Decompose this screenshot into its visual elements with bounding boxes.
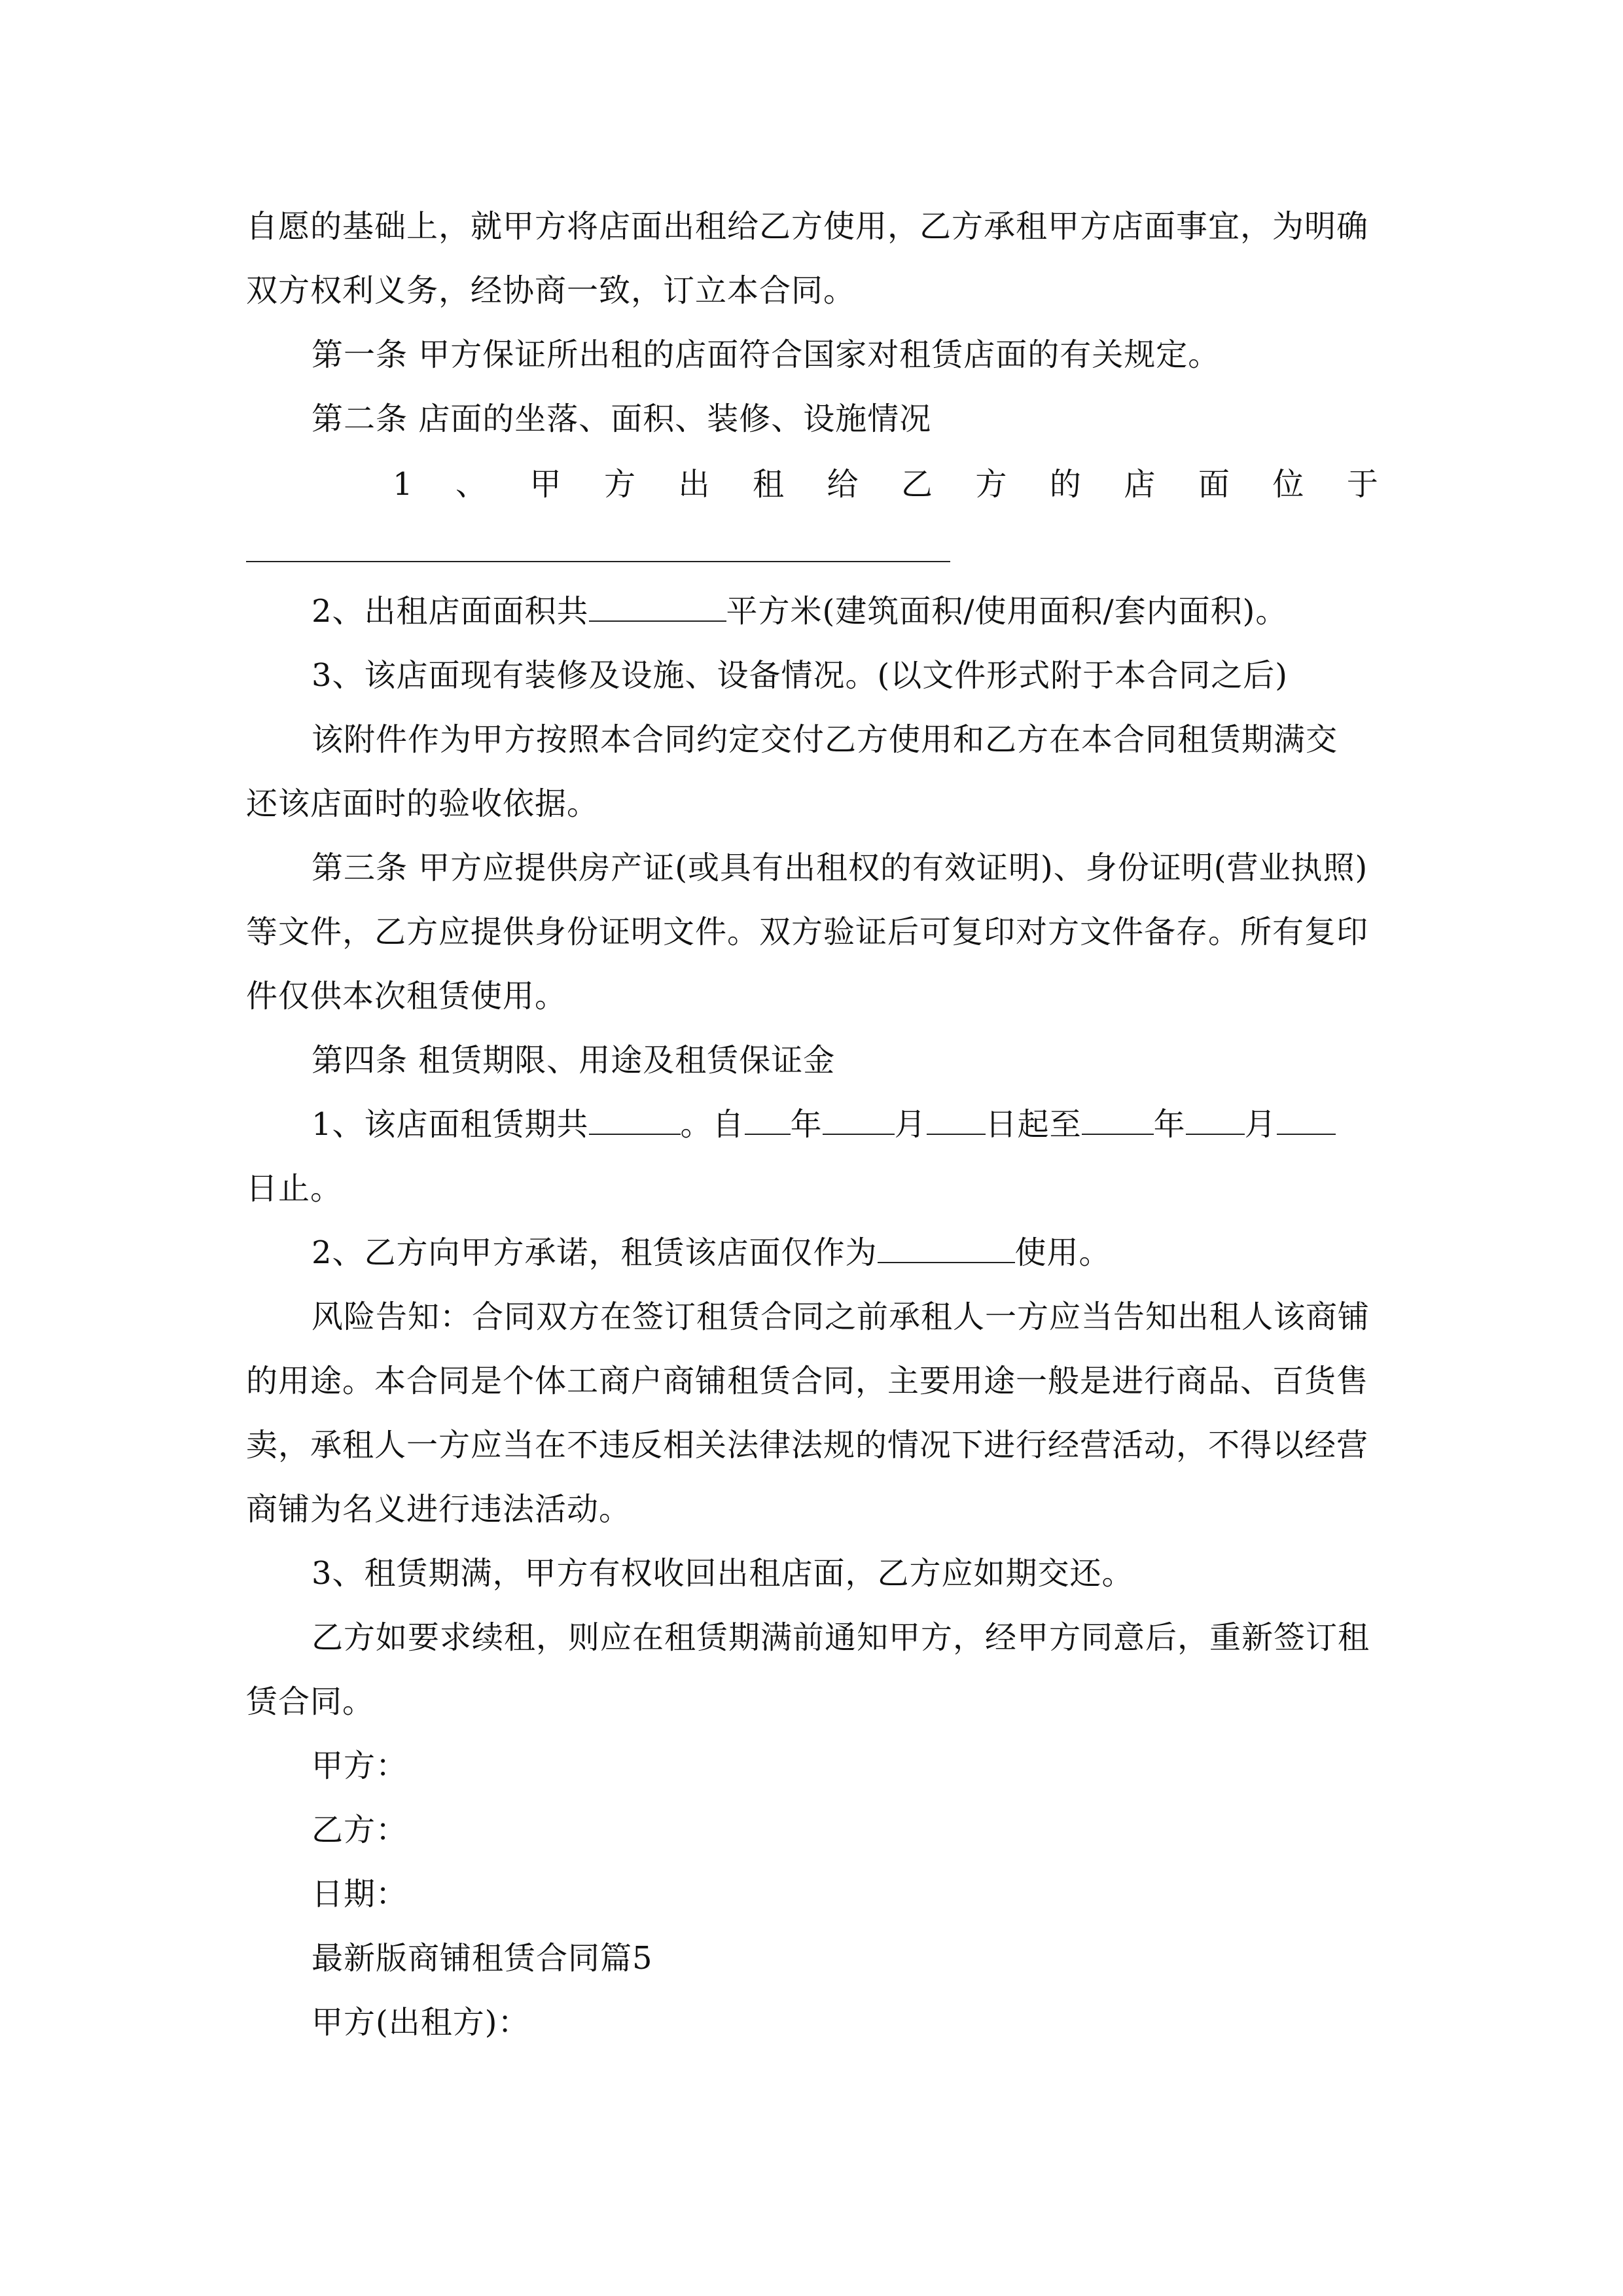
month-label: 月 — [1244, 1106, 1277, 1143]
article-4-item-1 — [312, 1105, 1378, 1144]
spread-char: 租 — [752, 466, 784, 503]
renewal-line-1: 乙方如要求续租，则应在租赁期满前通知甲方，经甲方同意后，重新签订租 — [312, 1619, 1370, 1656]
term-label: 1、该店面租赁期共 — [312, 1106, 589, 1143]
usage-blank — [878, 1236, 1015, 1263]
end-day-blank — [1277, 1107, 1336, 1135]
spread-char: 位 — [1272, 466, 1304, 503]
year-label: 年 — [790, 1106, 823, 1143]
intro-line-1: 自愿的基础上，就甲方将店面出租给乙方使用，乙方承租甲方店面事宜，为明确 — [246, 208, 1369, 245]
article-4-heading: 第四条 租赁期限、用途及租赁保证金 — [312, 1042, 836, 1079]
renewal-line-2: 赁合同。 — [246, 1683, 375, 1720]
end-year-blank — [1082, 1107, 1154, 1135]
area-unit: 平方米(建筑面积/使用面积/套内面积)。 — [726, 593, 1288, 630]
signature-date: 日期： — [312, 1876, 408, 1912]
spread-char: 乙 — [901, 466, 933, 503]
risk-notice-line-1: 风险告知：合同双方在签订租赁合同之前承租人一方应当告知出租人该商铺 — [312, 1299, 1370, 1335]
attachment-note-line-2: 还该店面时的验收依据。 — [246, 785, 599, 822]
spread-char: 1 — [393, 466, 413, 503]
spread-char: 面 — [1198, 466, 1230, 503]
spread-char: 店 — [1124, 466, 1156, 503]
usage-suffix: 使用。 — [1014, 1234, 1111, 1271]
month-label: 月 — [894, 1106, 927, 1143]
term-blank — [589, 1107, 681, 1135]
spread-char: 方 — [603, 466, 635, 503]
from-label: 。自 — [680, 1106, 745, 1143]
usage-label: 2、乙方向甲方承诺，租赁该店面仅作为 — [312, 1234, 878, 1271]
article-1: 第一条 甲方保证所出租的店面符合国家对租赁店面的有关规定。 — [312, 336, 1221, 373]
article-4-item-2 — [312, 1233, 1378, 1272]
location-fill-in-rule — [246, 561, 950, 562]
next-contract-title: 最新版商铺租赁合同篇5 — [312, 1940, 653, 1977]
risk-notice-line-2: 的用途。本合同是个体工商户商铺租赁合同，主要用途一般是进行商品、百货售 — [246, 1363, 1369, 1399]
start-month-blank — [823, 1107, 895, 1135]
article-3-line-3: 件仅供本次租赁使用。 — [246, 978, 567, 1014]
attachment-note-line-1: 该附件作为甲方按照本合同约定交付乙方使用和乙方在本合同租赁期满交 — [312, 721, 1338, 758]
risk-notice-line-4: 商铺为名义进行违法活动。 — [246, 1491, 632, 1528]
article-2-item-2 — [312, 592, 1378, 631]
article-3-line-1: 第三条 甲方应提供房产证(或具有出租权的有效证明)、身份证明(营业执照) — [312, 850, 1368, 886]
spread-char: 于 — [1346, 466, 1378, 503]
article-2-item-1-location — [393, 465, 1378, 504]
article-4-item-1-end: 日止。 — [246, 1170, 343, 1207]
area-label: 2、出租店面面积共 — [312, 593, 589, 630]
signature-party-a: 甲方： — [312, 1748, 408, 1784]
article-2-heading: 第二条 店面的坐落、面积、装修、设施情况 — [312, 401, 932, 437]
spread-char: 的 — [1049, 466, 1081, 503]
next-contract-party-a: 甲方(出租方)： — [312, 2004, 530, 2041]
start-year-blank — [745, 1107, 791, 1135]
article-2-item-3: 3、该店面现有装修及设施、设备情况。(以文件形式附于本合同之后) — [312, 657, 1288, 694]
spread-char: 、 — [455, 466, 488, 503]
spread-char: 给 — [827, 466, 859, 503]
year-label: 年 — [1153, 1106, 1186, 1143]
article-4-item-3: 3、租赁期满，甲方有权收回出租店面，乙方应如期交还。 — [312, 1555, 1134, 1592]
spread-char: 出 — [678, 466, 710, 503]
area-blank — [589, 594, 726, 622]
to-label: 日起至 — [985, 1106, 1082, 1143]
signature-party-b: 乙方： — [312, 1812, 408, 1848]
start-day-blank — [927, 1107, 986, 1135]
intro-line-2: 双方权利义务，经协商一致，订立本合同。 — [246, 272, 856, 309]
article-3-line-2: 等文件，乙方应提供身份证明文件。双方验证后可复印对方文件备存。所有复印 — [246, 914, 1369, 950]
spread-char: 方 — [975, 466, 1007, 503]
risk-notice-line-3: 卖，承租人一方应当在不违反相关法律法规的情况下进行经营活动，不得以经营 — [246, 1427, 1369, 1463]
spread-char: 甲 — [529, 466, 562, 503]
end-month-blank — [1186, 1107, 1245, 1135]
